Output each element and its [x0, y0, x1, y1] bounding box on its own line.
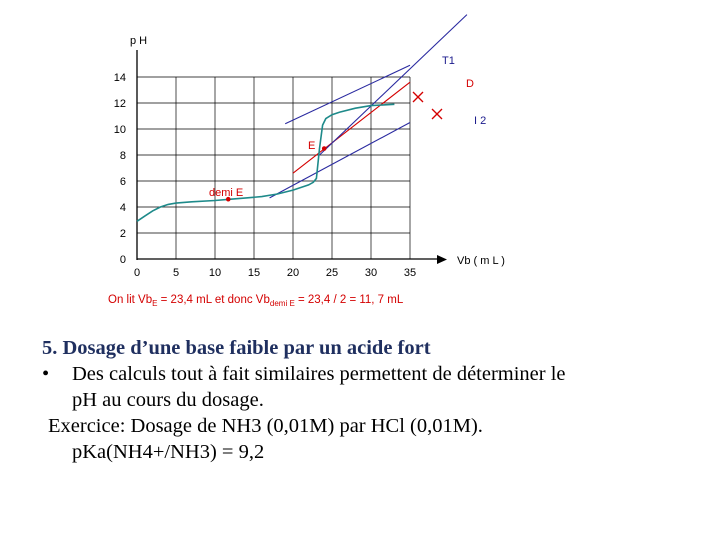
- intersection-cross-icon: [413, 92, 423, 102]
- x-tick-label: 30: [364, 267, 378, 279]
- note-sub1: E: [152, 299, 158, 308]
- titration-curve: [137, 104, 394, 221]
- series-line: [137, 104, 394, 221]
- bullet-line-2: pH au cours du dosage.: [72, 389, 264, 411]
- tangent-line-t2: [270, 123, 410, 198]
- y-tick-label: 8: [119, 150, 126, 162]
- x-tick-label: 0: [133, 267, 141, 279]
- y-tick-label: 4: [119, 202, 126, 214]
- y-tick-label: 10: [113, 124, 126, 136]
- tangent-line-d: [293, 82, 410, 173]
- x-tick-label: 15: [247, 267, 261, 279]
- x-axis-title: Vb ( m L ): [457, 255, 505, 267]
- x-tick-label: 5: [172, 267, 180, 279]
- x-axis-arrow-icon: [437, 255, 447, 264]
- equivalence-note: [108, 294, 404, 308]
- label-d: D: [466, 78, 474, 90]
- exercise-line: Exercice: Dosage de NH3 (0,01M) par HCl (0,01M).: [48, 415, 483, 437]
- intersection-cross-icon: [432, 109, 442, 119]
- label-demi-e: demi E: [209, 187, 244, 199]
- note-part1: On lit Vb: [108, 294, 153, 306]
- pka-line: pKa(NH4+/NH3) = 9,2: [72, 441, 265, 463]
- y-tick-label: 2: [119, 228, 126, 240]
- note-part2: = 23,4 mL et donc Vb: [157, 294, 270, 306]
- note-part3: = 23,4 / 2 = 11, 7 mL: [294, 294, 404, 306]
- x-tick-label: 25: [325, 267, 339, 279]
- label-i2: I 2: [474, 115, 487, 127]
- label-e: E: [308, 140, 316, 152]
- y-tick-label: 0: [119, 254, 126, 266]
- bullet-icon: •: [42, 363, 50, 385]
- tangent-line-i2: [320, 15, 467, 155]
- point-e: [322, 146, 327, 151]
- x-tick-label: 20: [286, 267, 300, 279]
- grid: [137, 77, 410, 259]
- axes: [137, 50, 447, 264]
- x-tick-label: 10: [208, 267, 222, 279]
- y-tick-label: 12: [113, 98, 126, 110]
- label-t1: T1: [442, 55, 455, 67]
- y-axis-title: p H: [130, 35, 148, 47]
- bullet-line-1: Des calculs tout à fait similaires permettent de déterminer le: [72, 363, 566, 385]
- lesson-text: [42, 335, 692, 465]
- y-tick-label: 6: [119, 176, 126, 188]
- y-tick-label: 14: [113, 72, 126, 84]
- markers: [226, 92, 442, 202]
- section-heading: 5. Dosage d’une base faible par un acide fort: [42, 337, 431, 359]
- x-tick-label: 35: [403, 267, 417, 279]
- note-sub2: demi E: [269, 299, 295, 308]
- bullet-item: [42, 361, 692, 413]
- tangent-line-t1: [285, 65, 410, 124]
